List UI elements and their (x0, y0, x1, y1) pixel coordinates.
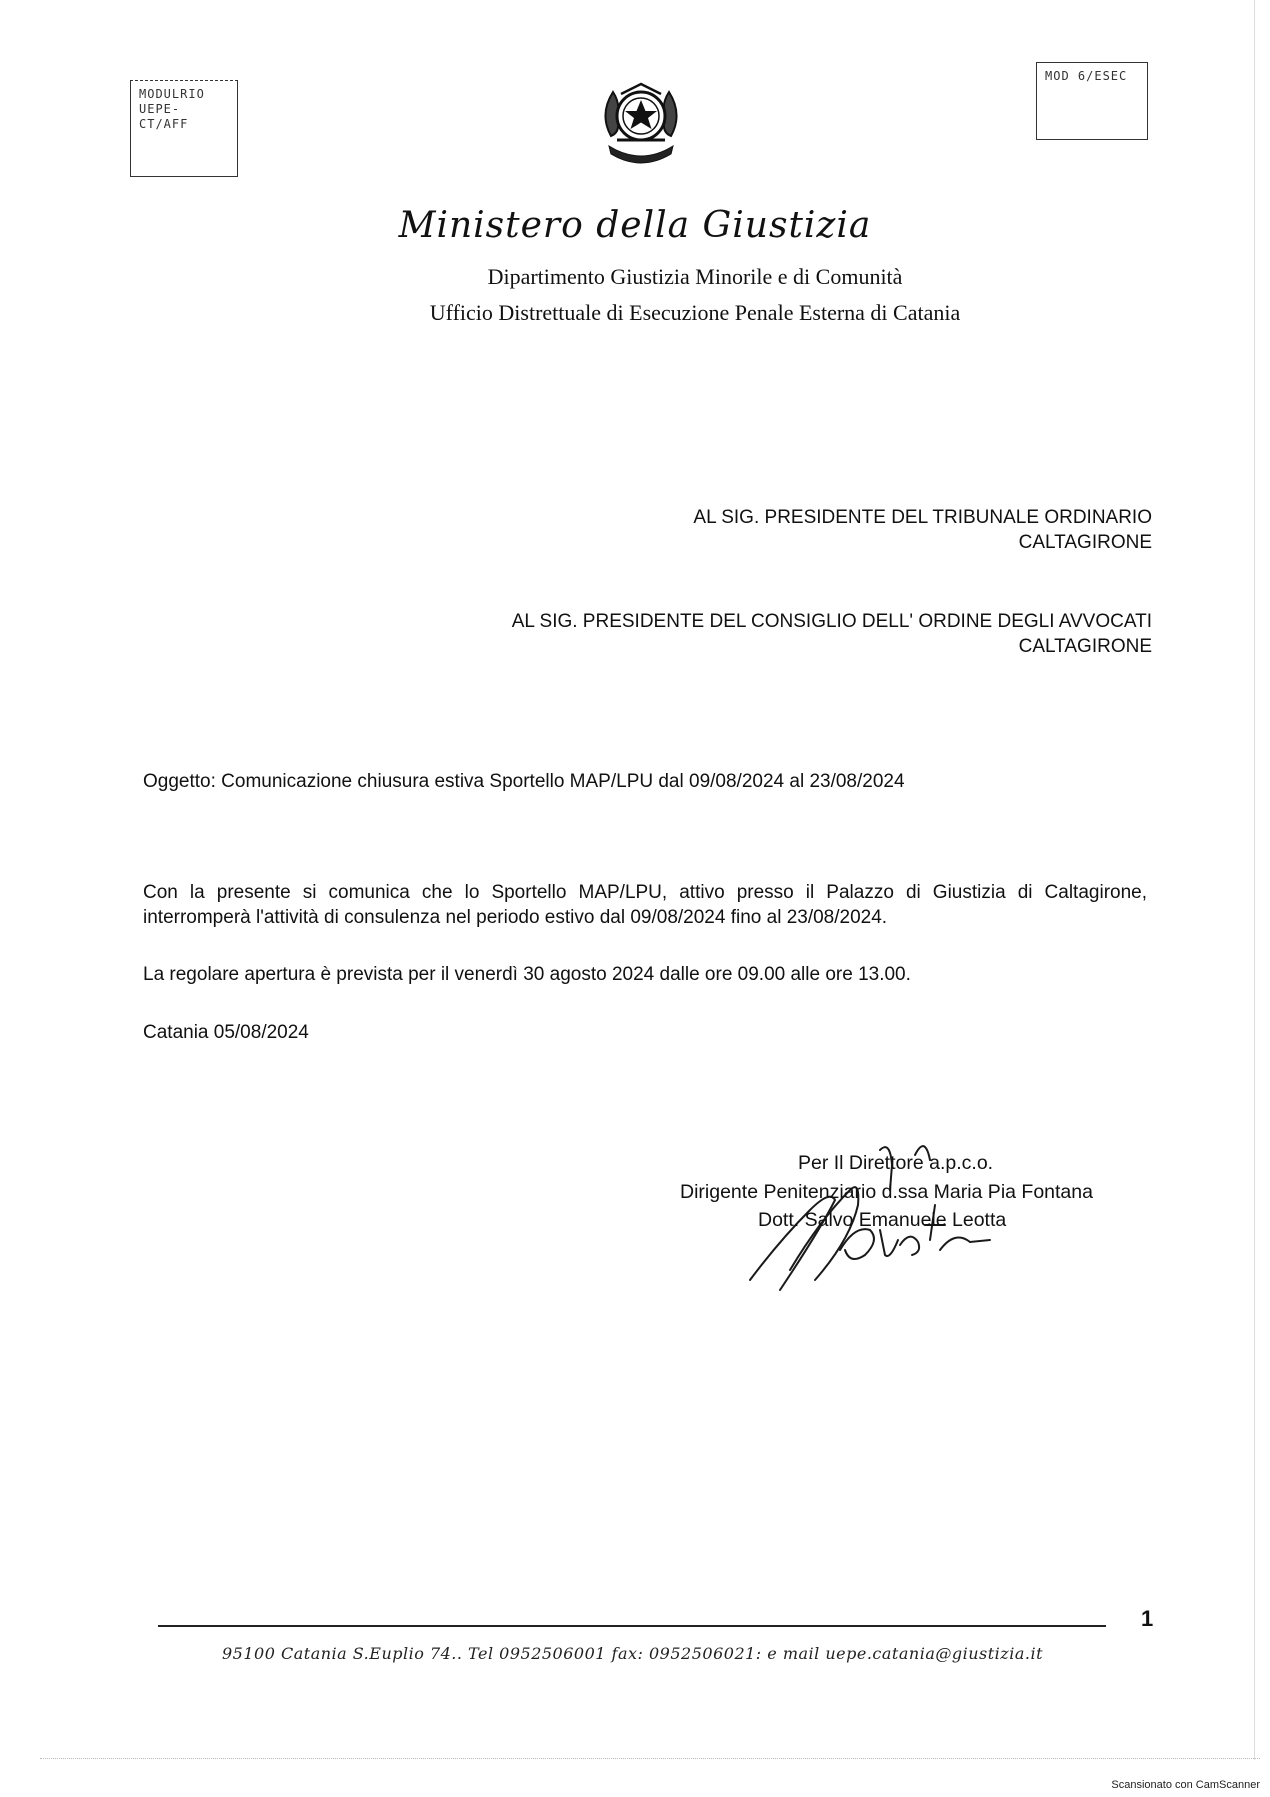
addressee-city: CALTAGIRONE (1018, 532, 1152, 553)
body-paragraph-2: La regolare apertura è prevista per il venerdì 30 agosto 2024 dalle ore 09.00 alle ore 13.00. (143, 964, 911, 985)
scan-edge (1254, 0, 1255, 1760)
stamp-right-line1: MOD 6/ESEC (1045, 69, 1128, 83)
department-name: Dipartimento Giustizia Minorile e di Comunità (487, 264, 903, 289)
signature-line-dirigente: Dirigente Penitenziario d.ssa Maria Pia Fontana (680, 1181, 1093, 1203)
stamp-left-line2: UEPE-CT/AFF (139, 102, 189, 131)
subject-line: Oggetto: Comunicazione chiusura estiva Sportello MAP/LPU dal 09/08/2024 al 23/08/2024 (143, 771, 905, 792)
body-paragraph-1: Con la presente si comunica che lo Sportello MAP/LPU, attivo presso il Palazzo di Giustizia di Caltagirone, interromperà l'attività di consulenza nel periodo estivo dal 09/08/2024 fino al 23/08/2024. (143, 882, 1147, 928)
footer-divider (158, 1625, 1106, 1627)
page-number: 1 (1141, 1606, 1154, 1631)
footer-address: 95100 Catania S.Euplio 74.. Tel 0952506001 fax: 0952506021: e mail uepe.catania@giustizia.it (222, 1644, 1043, 1663)
form-code-stamp-right (1036, 62, 1148, 140)
addressee-line: AL SIG. PRESIDENTE DEL TRIBUNALE ORDINARIO (693, 507, 1152, 528)
addressee-ordine-avvocati (512, 609, 1152, 659)
signature-line-director: Per Il Direttore a.p.c.o. (798, 1152, 994, 1174)
addressee-line: AL SIG. PRESIDENTE DEL CONSIGLIO DELL' ORDINE DEGLI AVVOCATI (511, 611, 1152, 632)
scan-bottom-edge (40, 1758, 1260, 1759)
addressee-tribunale (693, 505, 1152, 555)
stamp-left-line1: MODULRIO (139, 87, 205, 101)
protocol-stamp-left (130, 80, 238, 177)
signature-line-signatory: Dott. Salvo Emanuele Leotta (758, 1209, 1007, 1231)
scanner-watermark: Scansionato con CamScanner (1111, 1779, 1260, 1791)
office-name: Ufficio Distrettuale di Esecuzione Penale Esterna di Catania (429, 300, 961, 325)
italian-republic-emblem-icon (591, 74, 691, 174)
place-date: Catania 05/08/2024 (143, 1022, 309, 1043)
ministry-title: Ministero della Giustizia (398, 205, 872, 246)
addressee-city: CALTAGIRONE (1018, 636, 1152, 657)
